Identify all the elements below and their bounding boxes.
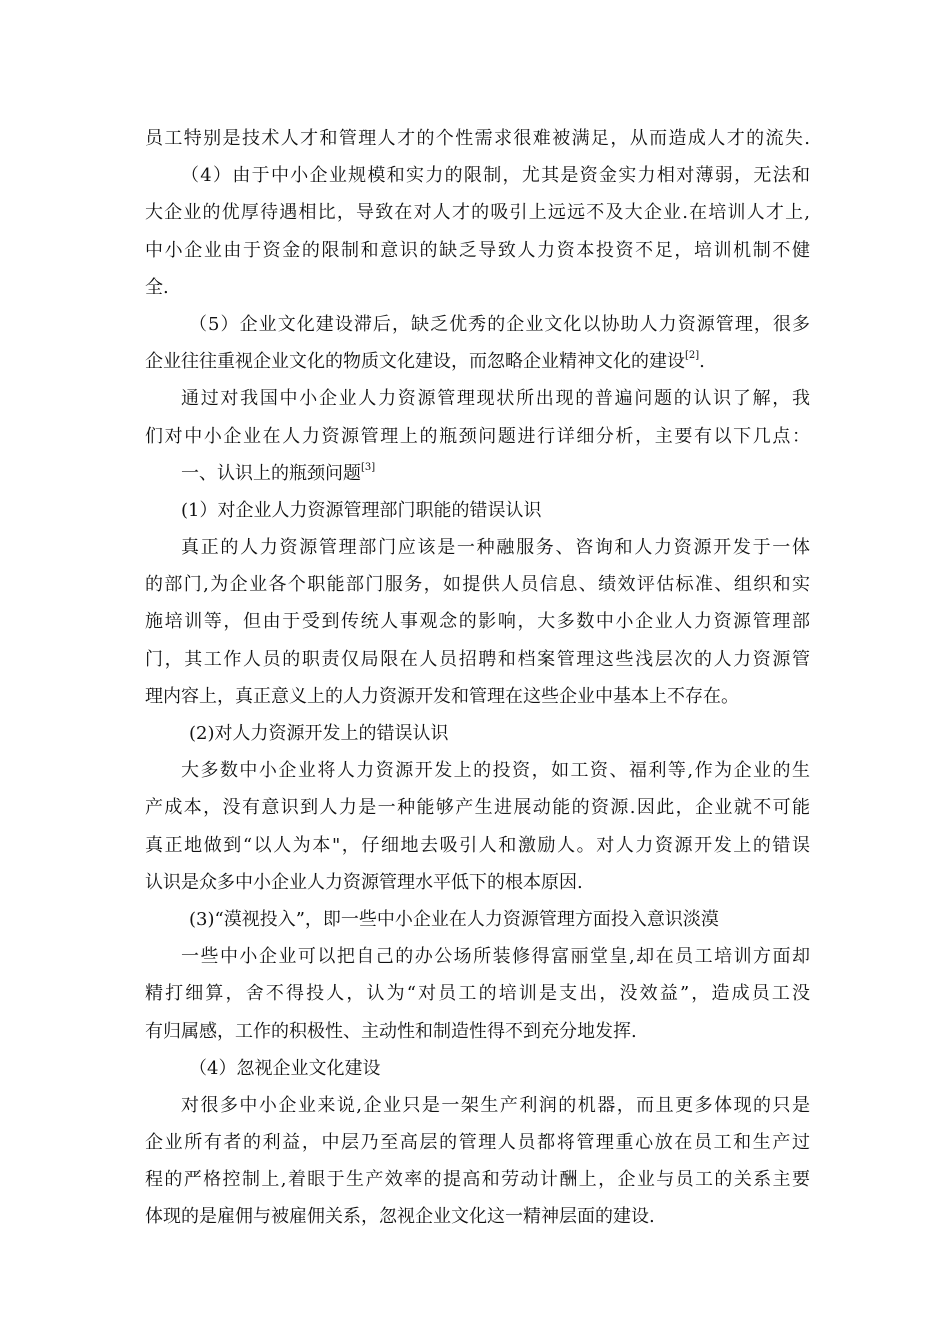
- text-line: 程的严格控制上,着眼于生产效率的提高和劳动计酬上，企业与员工的关系主要: [145, 1169, 810, 1191]
- text-line: 通过对我国中小企业人力资源管理现状所出现的普遍问题的认识了解，我: [181, 388, 810, 410]
- subsection-heading: (2)对人力资源开发上的错误认识: [189, 723, 449, 744]
- text-line: （4）由于中小企业规模和实力的限制，尤其是资金实力相对薄弱，无法和: [181, 165, 810, 187]
- text-line: 真正的人力资源管理部门应该是一种融服务、咨询和人力资源开发于一体: [181, 537, 810, 559]
- section-heading-text: 一、认识上的瓶颈问题: [181, 462, 361, 484]
- text-line: 门，其工作人员的职责仅局限在人员招聘和档案管理这些浅层次的人力资源管: [145, 648, 810, 670]
- text-line: 的部门,为企业各个职能部门服务，如提供人员信息、绩效评估标准、组织和实: [145, 574, 810, 596]
- text-line: 认识是众多中小企业人力资源管理水平低下的根本原因.: [145, 871, 583, 893]
- text-line: 施培训等，但由于受到传统人事观念的影响，大多数中小企业人力资源管理部: [145, 611, 810, 633]
- text-line: （5）企业文化建设滞后，缺乏优秀的企业文化以协助人力资源管理，很多: [189, 313, 810, 335]
- text-line-body: 企业往往重视企业文化的物质文化建设，而忽略企业精神文化的建设: [145, 351, 685, 373]
- text-line: 一些中小企业可以把自己的办公场所装修得富丽堂皇,却在员工培训方面却: [181, 946, 810, 968]
- text-line-end: .: [699, 351, 705, 373]
- text-line: 理内容上，真正意义上的人力资源开发和管理在这些企业中基本上不存在。: [145, 685, 739, 707]
- citation-ref: [2]: [685, 350, 700, 362]
- subsection-heading: (3)“漠视投入”，即一些中小企业在人力资源管理方面投入意识淡漠: [189, 908, 719, 930]
- text-line: 对很多中小企业来说,企业只是一架生产利润的机器，而且更多体现的只是: [181, 1094, 810, 1116]
- text-line: 全.: [145, 276, 169, 298]
- text-line: 企业所有者的利益，中层乃至高层的管理人员都将管理重心放在员工和生产过: [145, 1132, 810, 1154]
- text-line: 体现的是雇佣与被雇佣关系，忽视企业文化这一精神层面的建设.: [145, 1206, 655, 1228]
- text-line: 产成本，没有意识到人力是一种能够产生进展动能的资源.因此，企业就不可能: [145, 797, 810, 819]
- section-heading: [145, 455, 810, 492]
- text-line: 精打细算，舍不得投人，认为“对员工的培训是支出，没效益”，造成员工没: [145, 983, 810, 1005]
- text-line: 大企业的优厚待遇相比，导致在对人才的吸引上远远不及大企业.在培训人才上,: [145, 202, 810, 224]
- text-line: 大多数中小企业将人力资源开发上的投资，如工资、福利等,作为企业的生: [181, 760, 810, 782]
- text-line: 们对中小企业在人力资源管理上的瓶颈问题进行详细分析，主要有以下几点：: [145, 425, 810, 447]
- document-page: [145, 120, 810, 1236]
- text-line: [145, 343, 810, 380]
- text-line: 真正地做到“以人为本"，仔细地去吸引人和激励人。对人力资源开发上的错误: [145, 834, 810, 856]
- citation-ref: [3]: [361, 461, 376, 473]
- subsection-heading: （4）忽视企业文化建设: [189, 1057, 381, 1079]
- text-line: 中小企业由于资金的限制和意识的缺乏导致人力资本投资不足，培训机制不健: [145, 239, 810, 261]
- subsection-heading: (1）对企业人力资源管理部门职能的错误认识: [181, 499, 542, 521]
- text-line: 有归属感，工作的积极性、主动性和制造性得不到充分地发挥.: [145, 1020, 637, 1042]
- text-line: 员工特别是技术人才和管理人才的个性需求很难被满足，从而造成人才的流失.: [145, 128, 810, 149]
